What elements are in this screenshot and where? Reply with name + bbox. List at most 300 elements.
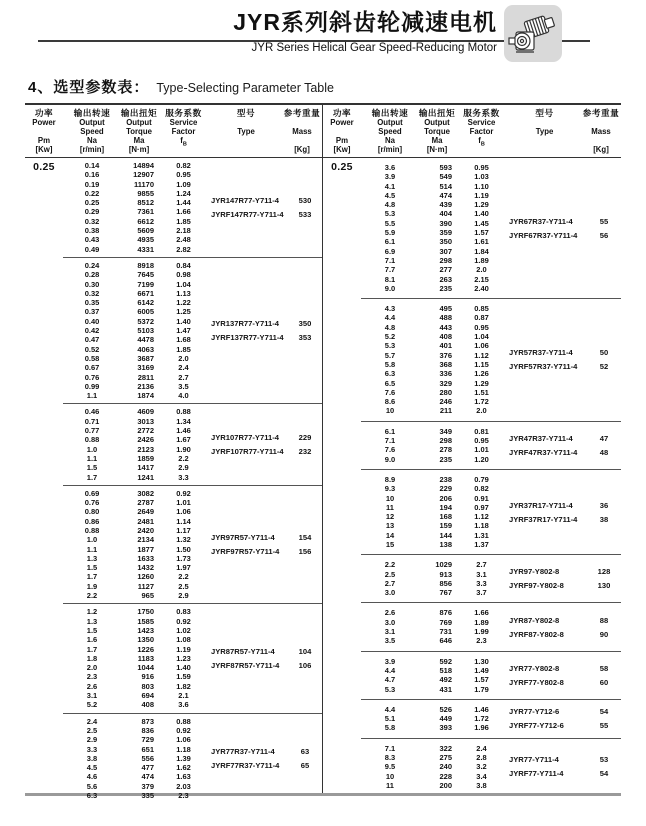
service-factor-value: 1.50 [176,544,191,554]
service-factor-value: 2.9 [178,591,189,601]
service-factor-value: 2.1 [178,691,189,701]
mass-value: 90 [599,629,609,639]
service-factor-value: 1.01 [176,498,191,508]
table-row [361,341,508,350]
output-speed-value: 2.2 [384,560,396,570]
mass-value: 38 [599,514,609,524]
output-torque-value: 5372 [137,316,154,326]
service-factor-value: 1.59 [176,672,191,682]
output-torque-value: 4935 [137,235,154,245]
type-column [508,475,621,549]
service-factor-value: 0.95 [474,436,489,446]
output-torque-value: 474 [439,190,452,200]
output-speed-value: 1.0 [86,444,98,454]
output-torque-value: 836 [141,725,154,735]
parameter-block [63,603,322,712]
service-factor-value: 3.2 [476,762,487,772]
output-speed-value: 6.3 [86,791,98,800]
output-speed-value: 4.8 [384,322,396,332]
data-rows [63,607,210,709]
output-speed-value: 0.69 [84,488,100,498]
output-speed-value: 8.1 [384,274,396,284]
output-torque-value: 235 [439,283,452,293]
service-factor-value: 3.8 [476,780,487,790]
type-code: JYR57R37-Y711-4 [509,348,573,358]
table-row [361,475,508,484]
service-factor-value: 2.40 [474,283,489,293]
table-row [361,369,508,378]
output-torque-value: 495 [439,304,452,314]
col-header-mass: 参考重量 Mass [Kg] [283,108,321,154]
table-row [63,198,210,207]
output-speed-value: 3.9 [384,656,396,666]
output-speed-value: 1.6 [86,635,98,645]
data-rows [63,261,210,400]
service-factor-value: 1.99 [474,627,489,637]
service-factor-value: 1.15 [474,359,489,369]
output-speed-value: 0.19 [84,179,100,189]
type-column [210,717,322,801]
section-heading [28,76,334,97]
output-torque-value: 729 [141,735,154,745]
table-row [361,182,508,191]
type-mass-line [508,721,621,730]
service-factor-value: 2.7 [476,560,487,570]
service-factor-value: 3.3 [178,472,189,482]
output-torque-value: 206 [439,493,452,503]
type-code: JYR77R37-Y711-4 [211,746,275,756]
output-torque-value: 275 [439,753,452,763]
table-row [63,626,210,635]
service-factor-value: 1.45 [474,218,489,228]
table-row [63,280,210,289]
service-factor-value: 1.85 [176,344,191,354]
mass-value: 58 [599,663,609,673]
type-code: JYR87-Y802-8 [509,615,560,625]
table-row [63,754,210,763]
output-speed-value: 4.1 [384,181,396,191]
table-row [361,163,508,172]
gear-motor-icon [504,5,562,62]
service-factor-value: 2.5 [178,581,189,591]
power-value: 0.25 [331,161,353,173]
data-rows [361,163,508,293]
data-rows [63,717,210,801]
table-row [361,247,508,256]
type-code: JYR147R77-Y711-4 [211,195,279,205]
power-column [323,158,361,795]
table-row [63,554,210,563]
type-mass-line [210,433,322,442]
service-factor-value: 1.03 [474,172,489,182]
type-mass-line [508,616,621,625]
mass-value: 50 [599,348,609,358]
table-row [63,672,210,681]
service-factor-value: 1.01 [474,445,489,455]
table-row [63,261,210,270]
output-torque-value: 2481 [137,516,154,526]
table-row [63,682,210,691]
service-factor-value: 1.06 [474,341,489,351]
output-torque-value: 240 [439,762,452,772]
output-speed-value: 4.5 [86,763,98,773]
table-row [361,436,508,445]
type-mass-line [508,217,621,226]
output-speed-value: 6.1 [384,237,396,247]
table-row [63,607,210,616]
output-speed-value: 5.2 [384,332,396,342]
service-factor-value: 1.84 [474,246,489,256]
service-factor-value: 2.4 [178,363,189,373]
type-column [210,161,322,254]
service-factor-value: 1.51 [474,387,489,397]
output-torque-value: 14894 [133,161,154,170]
output-speed-value: 1.8 [86,653,98,663]
table-row [361,219,508,228]
table-row [63,489,210,498]
output-speed-value: 3.0 [384,617,396,627]
mass-value: 48 [599,447,609,457]
output-speed-value: 0.37 [84,307,100,317]
col-header-torque: 输出扭矩 Output Torque Ma [N·m] [418,108,456,154]
output-torque-value: 278 [439,445,452,455]
output-torque-value: 280 [439,387,452,397]
output-speed-value: 0.30 [84,279,100,289]
service-factor-value: 1.46 [176,426,191,436]
type-code: JYR47R37-Y711-4 [509,433,573,443]
output-torque-value: 488 [439,313,452,323]
service-factor-value: 1.44 [176,198,191,208]
service-factor-value: 1.46 [474,704,489,714]
table-row [63,217,210,226]
service-factor-value: 1.85 [176,216,191,226]
table-row [361,265,508,274]
table-row [361,560,508,569]
output-torque-value: 3687 [137,353,154,363]
mass-value: 106 [298,660,312,670]
output-speed-value: 5.5 [384,218,396,228]
table-row [361,579,508,588]
parameter-block [361,469,621,554]
service-factor-value: 1.96 [474,723,489,733]
output-torque-value: 694 [141,691,154,701]
mass-value: 88 [599,615,609,625]
table-row [63,180,210,189]
table-row [63,161,210,170]
output-speed-value: 2.6 [86,681,98,691]
service-factor-value: 1.08 [176,635,191,645]
output-speed-value: 7.1 [384,743,396,753]
table-row [361,494,508,503]
page-header [0,0,646,72]
service-factor-value: 1.82 [176,681,191,691]
service-factor-value: 0.98 [176,270,191,280]
output-speed-value: 11 [386,780,394,790]
service-factor-value: 1.29 [474,378,489,388]
service-factor-value: 1.73 [176,553,191,563]
table-row [361,618,508,627]
title-block [233,7,497,55]
type-code: JYRF87R57-Y711-4 [211,660,280,670]
type-mass-line [508,581,621,590]
col-header-torque: 输出扭矩 Output Torque Ma [N·m] [120,108,158,154]
output-speed-value: 6.1 [384,426,396,436]
output-torque-value: 393 [439,723,452,733]
service-factor-value: 2.7 [178,372,189,382]
type-column [210,407,322,481]
output-speed-value: 2.5 [384,569,396,579]
output-speed-value: 2.9 [86,735,98,745]
output-speed-value: 7.6 [384,445,396,455]
output-speed-value: 4.4 [384,665,396,675]
table-row [63,270,210,279]
service-factor-value: 1.66 [474,608,489,618]
output-torque-value: 439 [439,200,452,210]
output-speed-value: 0.42 [84,326,100,336]
output-speed-value: 0.86 [84,516,100,526]
output-speed-value: 2.2 [86,591,98,601]
mass-value: 63 [300,746,310,756]
output-speed-value: 1.7 [86,644,98,654]
data-rows [63,161,210,254]
parameter-blocks [361,158,621,795]
type-mass-line [210,761,322,770]
parameter-block [361,738,621,795]
table-row [63,782,210,791]
output-torque-value: 277 [439,265,452,275]
output-speed-value: 6.5 [384,378,396,388]
col-header-service-factor: 服务系数 Service Factor $f_B$ [463,108,500,148]
table-row [63,326,210,335]
output-torque-value: 263 [439,274,452,284]
service-factor-value: 1.10 [474,181,489,191]
data-rows [361,560,508,597]
output-torque-value: 518 [439,665,452,675]
mass-value: 53 [599,755,609,765]
type-code: JYRF57R37-Y711-4 [509,362,578,372]
output-speed-value: 10 [385,771,395,781]
table-row [63,317,210,326]
table-row [361,570,508,579]
output-speed-value: 5.8 [384,723,396,733]
table-row [63,298,210,307]
service-factor-value: 3.3 [476,578,487,588]
output-torque-value: 144 [439,530,452,540]
power-column [25,158,63,803]
table-row [63,545,210,554]
output-torque-value: 7645 [137,270,154,280]
output-torque-value: 514 [439,181,452,191]
mass-value: 232 [298,447,312,457]
type-mass-line [508,664,621,673]
type-mass-line [508,515,621,524]
output-torque-value: 376 [439,350,452,360]
table-row [63,345,210,354]
table-row [63,307,210,316]
service-factor-value: 1.31 [474,530,489,540]
table-row [361,484,508,493]
service-factor-value: 0.84 [176,260,191,270]
output-speed-value: 8.9 [384,474,396,484]
parameter-block [361,602,621,650]
section-title-en: Type-Selecting Parameter Table [156,81,334,95]
output-speed-value: 0.35 [84,298,100,308]
output-speed-value: 5.7 [384,350,396,360]
output-speed-value: 0.76 [84,372,100,382]
service-factor-value: 0.97 [474,502,489,512]
output-torque-value: 2811 [137,372,154,382]
col-header-service-factor: 服务系数 Service Factor $f_B$ [165,108,202,148]
type-code: JYRF107R77-Y711-4 [211,447,284,457]
service-factor-value: 1.06 [176,507,191,517]
table-row [361,388,508,397]
service-factor-value: 1.14 [176,516,191,526]
power-value: 0.25 [33,161,55,173]
table-row [361,200,508,209]
output-torque-value: 322 [439,743,452,753]
table-row [361,675,508,684]
service-factor-value: 0.92 [176,488,191,498]
service-factor-value: 2.8 [476,753,487,763]
output-torque-value: 6142 [137,298,154,308]
type-column [508,744,621,790]
output-speed-value: 5.1 [384,714,396,724]
output-torque-value: 229 [439,484,452,494]
service-factor-value: 1.40 [176,663,191,673]
type-mass-line [210,210,322,219]
output-torque-value: 3169 [137,363,154,373]
output-torque-value: 1226 [137,644,154,654]
service-factor-value: 1.18 [474,521,489,531]
output-torque-value: 1859 [137,453,154,463]
output-torque-value: 1241 [137,472,154,482]
output-speed-value: 3.0 [384,588,396,598]
table-left-half [25,105,323,800]
output-torque-value: 298 [439,255,452,265]
service-factor-value: 1.29 [474,200,489,210]
output-speed-value: 0.46 [84,407,100,417]
output-speed-value: 9.0 [384,283,396,293]
output-torque-value: 359 [439,228,452,238]
output-speed-value: 0.29 [84,207,100,217]
table-row [63,617,210,626]
table-row [63,189,210,198]
type-code: JYR97R57-Y711-4 [211,533,275,543]
type-mass-line [508,448,621,457]
service-factor-value: 2.0 [476,265,487,275]
service-factor-value: 1.72 [474,397,489,407]
output-torque-value: 228 [439,771,452,781]
type-mass-line [210,647,322,656]
output-torque-value: 1127 [137,581,154,591]
parameter-block [63,257,322,403]
type-code: JYR77-Y711-4 [509,755,559,765]
table-row [63,445,210,454]
table-row [361,209,508,218]
output-torque-value: 913 [439,569,452,579]
output-speed-value: 9.0 [384,454,396,464]
table-row [63,635,210,644]
table-row [63,745,210,754]
output-speed-value: 4.3 [384,304,396,314]
table-row [361,360,508,369]
output-torque-value: 350 [439,237,452,247]
output-speed-value: 3.8 [86,753,98,763]
output-speed-value: 0.88 [84,525,100,535]
service-factor-value: 1.79 [474,684,489,694]
table-row [63,463,210,472]
output-speed-value: 1.5 [86,563,98,573]
parameter-blocks [63,158,322,803]
output-torque-value: 1750 [137,607,154,617]
output-speed-value: 0.71 [84,416,100,426]
type-column [210,261,322,400]
output-torque-value: 8918 [137,260,154,270]
table-row [361,313,508,322]
output-torque-value: 9855 [137,188,154,198]
table-row [361,781,508,790]
output-speed-value: 0.76 [84,498,100,508]
service-factor-value: 1.32 [176,535,191,545]
output-torque-value: 368 [439,359,452,369]
output-speed-value: 1.0 [86,535,98,545]
output-speed-value: 0.22 [84,188,100,198]
mass-value: 353 [298,333,312,343]
table-row [361,256,508,265]
type-column [508,608,621,645]
output-speed-value: 3.1 [86,691,98,701]
output-torque-value: 7361 [137,207,154,217]
output-torque-value: 404 [439,209,452,219]
output-speed-value: 15 [385,539,395,549]
type-mass-line [210,533,322,542]
table-row [63,663,210,672]
table-row [361,332,508,341]
parameter-block [361,158,621,298]
output-torque-value: 138 [439,539,452,549]
type-column [508,705,621,733]
output-torque-value: 873 [141,716,154,726]
type-mass-line [508,501,621,510]
page-title-en: JYR Series Helical Gear Speed-Reducing Motor [251,42,497,54]
output-torque-value: 1877 [137,544,154,554]
output-speed-value: 3.1 [384,627,396,637]
mass-value: 54 [599,769,609,779]
output-torque-value: 1585 [137,616,154,626]
output-speed-value: 5.3 [384,209,396,219]
col-header-mass: 参考重量 Mass [Kg] [582,108,620,154]
output-torque-value: 1633 [137,553,154,563]
output-torque-value: 492 [439,675,452,685]
output-speed-value: 5.3 [384,341,396,351]
output-torque-value: 12907 [133,170,154,180]
table-row [361,323,508,332]
output-torque-value: 2772 [137,426,154,436]
type-column [210,489,322,601]
output-speed-value: 0.32 [84,288,100,298]
service-factor-value: 1.12 [474,512,489,522]
output-torque-value: 1432 [137,563,154,573]
output-speed-value: 14 [385,530,395,540]
table-body [323,158,621,795]
output-speed-value: 11 [386,502,394,512]
table-row [63,363,210,372]
table-row [63,772,210,781]
col-header-type: 型号 Type [236,108,256,136]
output-torque-value: 336 [439,369,452,379]
mass-value: 530 [298,195,312,205]
page-title-zh: JYR系列斜齿轮减速电机 [233,9,497,35]
